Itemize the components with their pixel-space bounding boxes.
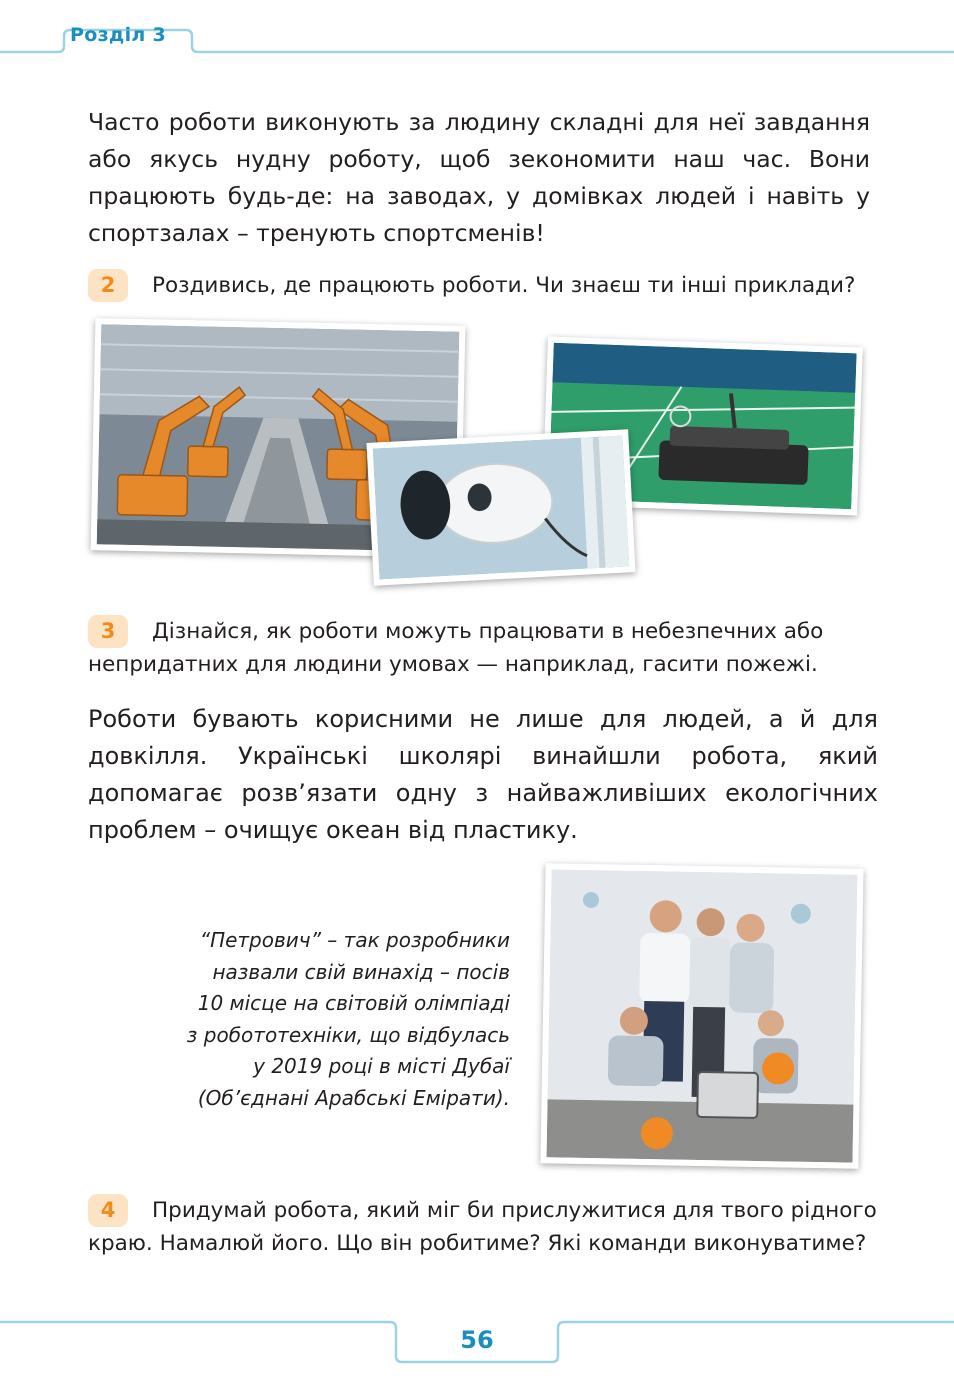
window-robot-photo [366, 429, 635, 586]
task-text: Роздивись, де працюють роботи. Чи знаєш ти інші приклади? [152, 273, 856, 298]
task-4 [88, 1194, 878, 1260]
caption-line: (Об’єднані Арабські Емірати). [197, 1085, 510, 1110]
section-label: Розділ 3 [70, 24, 167, 46]
page-number: 56 [460, 1326, 494, 1354]
team-photo [540, 863, 863, 1169]
intro-paragraph: Часто роботи виконують за людину складні для неї завдання або якусь нудну роботу, щоб зекономити наш час. Вони працюють будь-де: на заводах, у домівках людей і навіть у спортзалах – тренують спортсменів! [88, 108, 870, 247]
task-text: Придумай робота, який міг би прислужитися для твого рідного краю. Намалюй його. Що він робитиме? Які команди виконуватиме? [88, 1198, 877, 1256]
task-number-badge: 4 [88, 1194, 128, 1227]
caption-line: назвали свій винахід – посів [212, 959, 510, 984]
caption-line: з робототехніки, що відбулась [186, 1022, 510, 1047]
task-3 [88, 615, 878, 681]
task-number-badge: 3 [88, 615, 128, 648]
task-2 [88, 269, 888, 302]
task-number-badge: 2 [88, 269, 128, 302]
caption-line: “Петрович” – так розробники [199, 928, 510, 952]
task-text: Дізнайся, як роботи можуть працювати в небезпечних або непридатних для людини умовах — наприклад, гасити пожежі. [88, 619, 824, 677]
photo-caption [140, 925, 510, 1114]
ecology-paragraph: Роботи бувають корисними не лише для людей, а й для довкілля. Українські школярі винайшли робота, який допомагає розв’язати одну з найважливіших екологічних проблем – очищує океан від пластику. [88, 705, 878, 844]
caption-line: у 2019 році в місті Дубаї [253, 1054, 510, 1078]
caption-line: 10 місце на світовій олімпіаді [197, 991, 510, 1015]
